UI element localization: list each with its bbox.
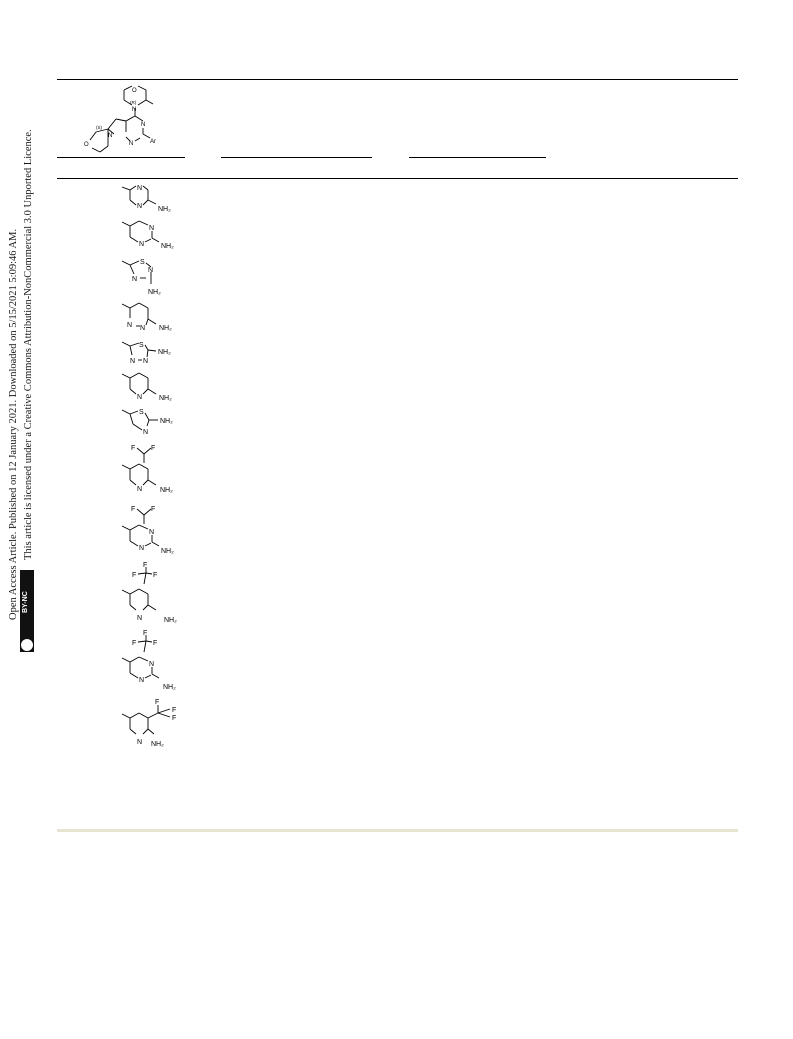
ar-structure-12 xyxy=(118,696,190,752)
row3-atom-n1: N xyxy=(132,276,138,283)
row10-atom-n: N xyxy=(137,615,143,622)
row5-atom-n1: N xyxy=(130,358,136,365)
row8-atom-f1: F xyxy=(131,445,136,452)
licence-line-2[interactable]: This article is licensed under a Creative Commons Attribution-NonCommercial 3.0 Unported Licence. xyxy=(23,129,34,560)
row2-atom-n2: N xyxy=(139,241,145,248)
row3-atom-s: S xyxy=(140,259,145,266)
row1-amino-group: NH₂ xyxy=(158,206,171,213)
cc-license-badge[interactable] xyxy=(20,570,34,652)
row10-atom-f2: F xyxy=(132,572,137,579)
ar-structure-6 xyxy=(118,370,188,404)
table-header-rule xyxy=(57,178,738,179)
row4-atom-n2: N xyxy=(140,325,146,332)
row4-amino-group: NH₂ xyxy=(159,325,172,332)
row11-atom-n1: N xyxy=(149,661,155,668)
row12-amino-group: NH₂ xyxy=(151,741,164,748)
header-scaffold-structure xyxy=(80,84,170,154)
row5-amino-group: NH₂ xyxy=(158,349,171,356)
row9-amino-group: NH₂ xyxy=(161,548,174,555)
stereo-label-s: (S) xyxy=(96,125,102,130)
row9-atom-n1: N xyxy=(149,529,155,536)
row8-atom-n: N xyxy=(137,486,143,493)
column-rule-1 xyxy=(57,157,185,158)
row6-atom-n: N xyxy=(137,394,143,401)
row12-atom-f3: F xyxy=(172,715,177,722)
row9-atom-f2: F xyxy=(151,506,156,513)
table-top-rule xyxy=(57,79,738,80)
column-rule-2 xyxy=(221,157,372,158)
substituent-ar: Ar xyxy=(150,139,156,145)
atom-n-ring-right: N xyxy=(141,122,146,128)
row3-amino-group: NH₂ xyxy=(148,289,161,296)
row7-atom-s: S xyxy=(139,409,144,416)
atom-o-top: O xyxy=(132,88,137,94)
row11-amino-group: NH₂ xyxy=(163,684,176,691)
row11-atom-n2: N xyxy=(139,677,145,684)
ar-structure-9 xyxy=(118,500,188,558)
row10-atom-f3: F xyxy=(153,572,158,579)
row11-atom-f2: F xyxy=(132,640,137,647)
row10-atom-f1: F xyxy=(143,562,148,569)
ar-structure-1 xyxy=(118,183,188,217)
row10-amino-group: NH₂ xyxy=(164,617,177,624)
stereo-label-r: (R) xyxy=(130,100,137,105)
ar-structure-2 xyxy=(118,218,188,252)
ar-structure-10 xyxy=(118,560,188,626)
cc-badge-label: BY-NC xyxy=(22,591,29,613)
row2-amino-group: NH₂ xyxy=(161,243,174,250)
row9-atom-f1: F xyxy=(131,506,136,513)
row7-atom-n: N xyxy=(143,429,149,436)
row1-atom-n1: N xyxy=(137,185,143,192)
ar-structure-5 xyxy=(118,338,188,370)
ar-structure-4 xyxy=(118,300,188,336)
ar-structure-11 xyxy=(118,628,188,694)
ar-structure-8 xyxy=(118,439,188,497)
atom-n-left: N xyxy=(108,133,113,139)
row8-amino-group: NH₂ xyxy=(160,487,173,494)
licence-line-1: Open Access Article. Published on 12 January 2021. Downloaded on 5/15/2021 5:09:46 AM. xyxy=(8,228,19,620)
ar-structure-7 xyxy=(118,404,188,438)
atom-o-left: O xyxy=(84,142,89,148)
row2-atom-n1: N xyxy=(149,225,155,232)
row7-amino-group: NH₂ xyxy=(160,418,173,425)
row11-atom-f3: F xyxy=(153,640,158,647)
atom-n-top: N xyxy=(132,107,137,113)
column-rule-3 xyxy=(409,157,546,158)
row12-atom-n: N xyxy=(137,739,143,746)
row5-atom-n2: N xyxy=(143,358,149,365)
atom-n-ring-bottom: N xyxy=(129,141,134,147)
row9-atom-n2: N xyxy=(139,545,145,552)
table-bottom-rule xyxy=(57,829,738,832)
row5-atom-s: S xyxy=(139,342,144,349)
cc-icon xyxy=(20,638,34,652)
ar-structure-3 xyxy=(118,255,188,299)
row12-atom-f1: F xyxy=(155,699,160,706)
row1-atom-n2: N xyxy=(137,203,143,210)
row8-atom-f2: F xyxy=(151,445,156,452)
row11-atom-f1: F xyxy=(143,630,148,637)
row12-atom-f2: F xyxy=(172,707,177,714)
row3-atom-n2: N xyxy=(148,267,154,274)
row6-amino-group: NH₂ xyxy=(159,395,172,402)
row4-atom-n1: N xyxy=(127,322,133,329)
